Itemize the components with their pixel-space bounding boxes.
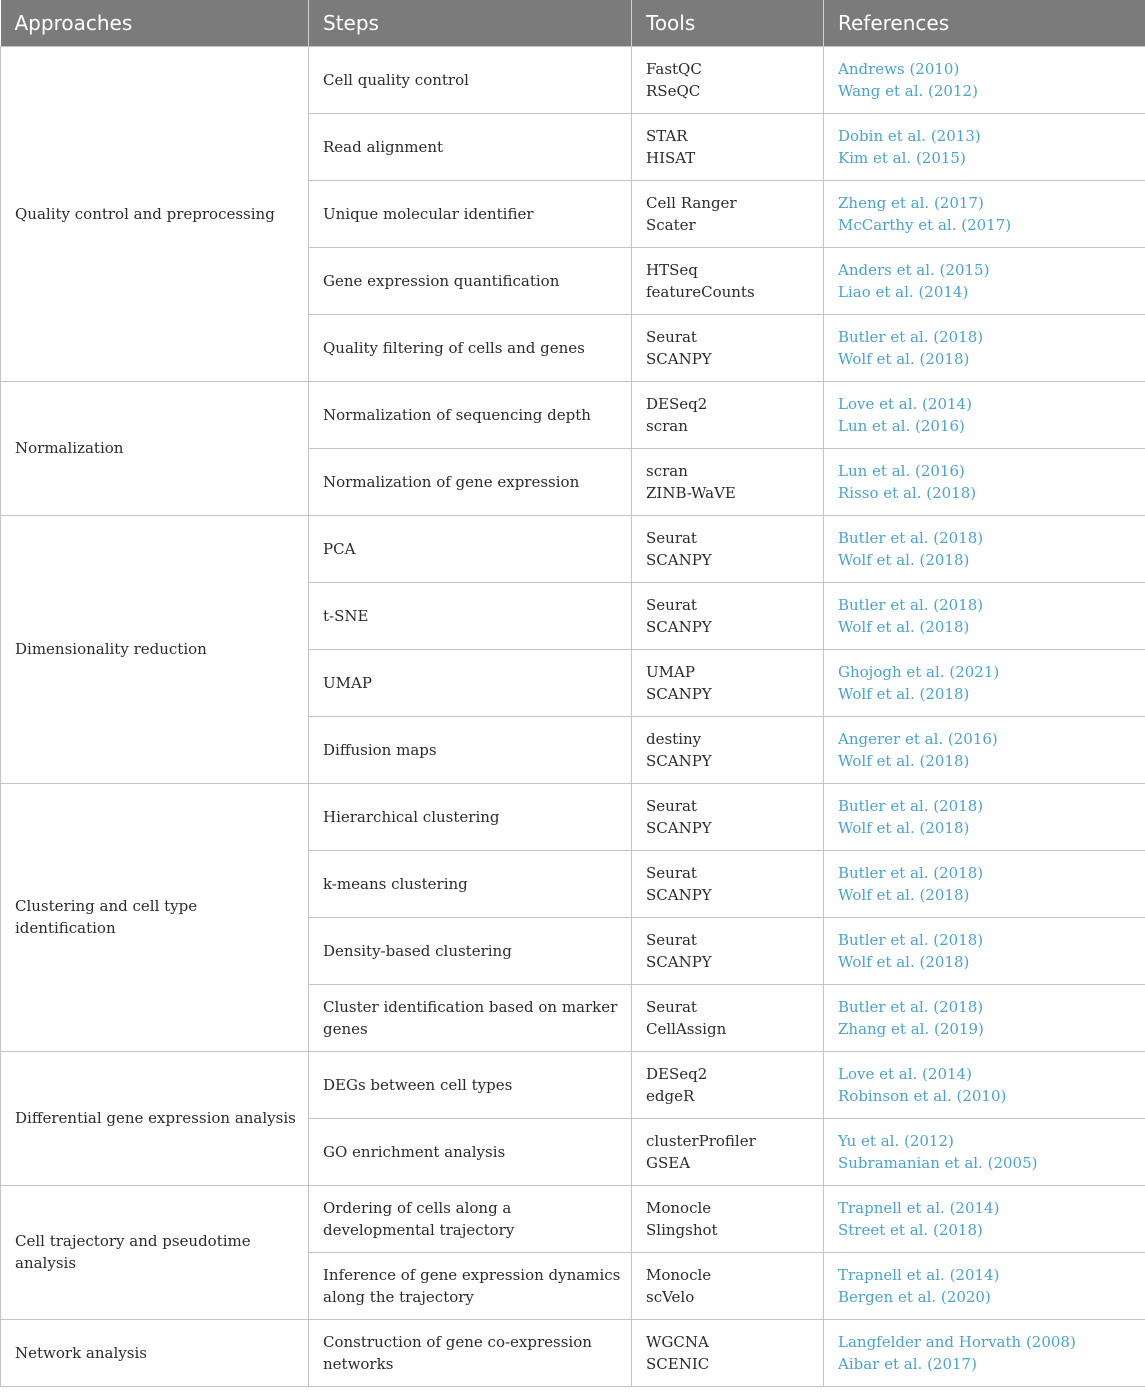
reference-link[interactable]: Trapnell et al. (2014) <box>838 1265 1000 1284</box>
tool-name: Seurat <box>646 796 697 815</box>
step-text: PCA <box>323 539 356 558</box>
tool-name: SCANPY <box>646 952 712 971</box>
reference-link[interactable]: Liao et al. (2014) <box>838 282 969 301</box>
approach-cell: Quality control and preprocessing <box>1 46 309 381</box>
reference-link[interactable]: Zheng et al. (2017) <box>838 193 984 212</box>
step-cell <box>309 1319 632 1386</box>
tool-name: DESeq2 <box>646 394 708 413</box>
reference-link[interactable]: Butler et al. (2018) <box>838 528 984 547</box>
reference-link[interactable]: Butler et al. (2018) <box>838 595 984 614</box>
tool-name: Cell Ranger <box>646 193 737 212</box>
tool-name: Seurat <box>646 930 697 949</box>
table-row <box>1 381 1145 448</box>
reference-link[interactable]: Trapnell et al. (2014) <box>838 1198 1000 1217</box>
references-cell <box>824 716 1145 783</box>
tools-cell <box>632 448 824 515</box>
tools-cell <box>632 984 824 1051</box>
tools-cell <box>632 850 824 917</box>
references-cell <box>824 917 1145 984</box>
tool-name: Monocle <box>646 1265 712 1284</box>
tools-cell <box>632 1185 824 1252</box>
reference-link[interactable]: Dobin et al. (2013) <box>838 126 981 145</box>
step-cell <box>309 917 632 984</box>
step-text: Quality filtering of cells and genes <box>323 338 585 357</box>
tool-name: SCANPY <box>646 751 712 770</box>
references-cell <box>824 1051 1145 1118</box>
tool-name: SCANPY <box>646 349 712 368</box>
table-row <box>1 783 1145 850</box>
references-cell <box>824 46 1145 113</box>
tool-name: GSEA <box>646 1153 691 1172</box>
tool-name: WGCNA <box>646 1332 709 1351</box>
references-cell <box>824 180 1145 247</box>
step-cell <box>309 1118 632 1185</box>
step-cell <box>309 649 632 716</box>
tools-cell <box>632 649 824 716</box>
reference-link[interactable]: McCarthy et al. (2017) <box>838 215 1012 234</box>
reference-link[interactable]: Risso et al. (2018) <box>838 483 977 502</box>
tool-name: SCANPY <box>646 684 712 703</box>
tool-name: HTSeq <box>646 260 698 279</box>
reference-link[interactable]: Angerer et al. (2016) <box>838 729 998 748</box>
reference-link[interactable]: Lun et al. (2016) <box>838 416 965 435</box>
references-cell <box>824 850 1145 917</box>
step-text: Inference of gene expression dynamics along the trajectory <box>323 1265 621 1306</box>
reference-link[interactable]: Aibar et al. (2017) <box>838 1354 977 1373</box>
references-cell <box>824 649 1145 716</box>
tool-name: Monocle <box>646 1198 712 1217</box>
tool-name: SCANPY <box>646 550 712 569</box>
tools-cell <box>632 46 824 113</box>
reference-link[interactable]: Anders et al. (2015) <box>838 260 990 279</box>
step-cell <box>309 1051 632 1118</box>
tool-name: CellAssign <box>646 1019 727 1038</box>
step-cell <box>309 314 632 381</box>
reference-link[interactable]: Wolf et al. (2018) <box>838 885 970 904</box>
reference-link[interactable]: Robinson et al. (2010) <box>838 1086 1007 1105</box>
reference-link[interactable]: Love et al. (2014) <box>838 1064 972 1083</box>
tool-name: scran <box>646 461 688 480</box>
table-body <box>1 46 1145 1386</box>
reference-link[interactable]: Love et al. (2014) <box>838 394 972 413</box>
reference-link[interactable]: Langfelder and Horvath (2008) <box>838 1332 1076 1351</box>
tool-name: Scater <box>646 215 696 234</box>
reference-link[interactable]: Kim et al. (2015) <box>838 148 966 167</box>
references-cell <box>824 1252 1145 1319</box>
reference-link[interactable]: Butler et al. (2018) <box>838 327 984 346</box>
references-cell <box>824 984 1145 1051</box>
reference-link[interactable]: Wolf et al. (2018) <box>838 550 970 569</box>
table-row <box>1 1185 1145 1252</box>
step-text: GO enrichment analysis <box>323 1142 506 1161</box>
reference-link[interactable]: Butler et al. (2018) <box>838 930 984 949</box>
tools-cell <box>632 314 824 381</box>
reference-link[interactable]: Butler et al. (2018) <box>838 997 984 1016</box>
tool-name: destiny <box>646 729 702 748</box>
step-text: Gene expression quantification <box>323 271 560 290</box>
tools-cell <box>632 716 824 783</box>
tool-name: Seurat <box>646 997 697 1016</box>
references-cell <box>824 1118 1145 1185</box>
step-text: Construction of gene co-expression networks <box>323 1332 592 1373</box>
step-text: Diffusion maps <box>323 740 437 759</box>
table-row <box>1 515 1145 582</box>
tools-cell <box>632 783 824 850</box>
step-cell <box>309 247 632 314</box>
step-cell <box>309 448 632 515</box>
step-cell <box>309 180 632 247</box>
references-cell <box>824 381 1145 448</box>
tools-cell <box>632 917 824 984</box>
tools-cell <box>632 1319 824 1386</box>
references-cell <box>824 113 1145 180</box>
reference-link[interactable]: Wolf et al. (2018) <box>838 818 970 837</box>
tool-name: Slingshot <box>646 1220 718 1239</box>
step-cell <box>309 783 632 850</box>
step-text: Ordering of cells along a developmental trajectory <box>323 1198 515 1239</box>
reference-link[interactable]: Yu et al. (2012) <box>838 1131 954 1150</box>
reference-link[interactable]: Wolf et al. (2018) <box>838 751 970 770</box>
reference-link[interactable]: Butler et al. (2018) <box>838 863 984 882</box>
step-text: Unique molecular identifier <box>323 204 534 223</box>
tool-name: Seurat <box>646 327 697 346</box>
references-cell <box>824 247 1145 314</box>
step-text: Density-based clustering <box>323 941 512 960</box>
tool-name: ZINB-WaVE <box>646 483 736 502</box>
table-row <box>1 46 1145 113</box>
references-cell <box>824 448 1145 515</box>
tool-name: DESeq2 <box>646 1064 708 1083</box>
reference-link[interactable]: Street et al. (2018) <box>838 1220 983 1239</box>
tool-name: clusterProfiler <box>646 1131 756 1150</box>
tool-name: Seurat <box>646 595 697 614</box>
step-text: DEGs between cell types <box>323 1075 513 1094</box>
header-approaches: Approaches <box>1 0 309 46</box>
step-cell <box>309 113 632 180</box>
tool-name: SCANPY <box>646 885 712 904</box>
tool-name: STAR <box>646 126 688 145</box>
step-cell <box>309 582 632 649</box>
reference-link[interactable]: Wolf et al. (2018) <box>838 617 970 636</box>
references-cell <box>824 515 1145 582</box>
step-text: Normalization of sequencing depth <box>323 405 591 424</box>
step-cell <box>309 1252 632 1319</box>
step-text: Cell quality control <box>323 70 469 89</box>
reference-link[interactable]: Wolf et al. (2018) <box>838 349 970 368</box>
reference-link[interactable]: Wolf et al. (2018) <box>838 684 970 703</box>
table-row <box>1 1051 1145 1118</box>
header-tools: Tools <box>632 0 824 46</box>
reference-link[interactable]: Andrews (2010) <box>838 59 960 78</box>
tool-name: RSeQC <box>646 81 701 100</box>
reference-link[interactable]: Subramanian et al. (2005) <box>838 1153 1038 1172</box>
tool-name: scran <box>646 416 688 435</box>
references-cell <box>824 783 1145 850</box>
step-text: Cluster identification based on marker genes <box>323 997 618 1038</box>
tools-cell <box>632 1252 824 1319</box>
reference-link[interactable]: Lun et al. (2016) <box>838 461 965 480</box>
approach-cell: Network analysis <box>1 1319 309 1386</box>
reference-link[interactable]: Zhang et al. (2019) <box>838 1019 984 1038</box>
tool-name: UMAP <box>646 662 695 681</box>
table-row <box>1 1319 1145 1386</box>
tool-name: FastQC <box>646 59 702 78</box>
references-cell <box>824 1319 1145 1386</box>
table-header-row <box>1 0 1145 46</box>
tools-cell <box>632 247 824 314</box>
reference-link[interactable]: Ghojogh et al. (2021) <box>838 662 1000 681</box>
approach-cell: Normalization <box>1 381 309 515</box>
step-text: Read alignment <box>323 137 444 156</box>
tool-name: scVelo <box>646 1287 695 1306</box>
approach-cell: Clustering and cell type identification <box>1 783 309 1051</box>
step-text: UMAP <box>323 673 372 692</box>
step-text: t-SNE <box>323 606 369 625</box>
tool-name: Seurat <box>646 528 697 547</box>
tool-name: HISAT <box>646 148 696 167</box>
approach-cell: Cell trajectory and pseudotime analysis <box>1 1185 309 1319</box>
step-cell <box>309 850 632 917</box>
tools-cell <box>632 381 824 448</box>
reference-link[interactable]: Wolf et al. (2018) <box>838 952 970 971</box>
step-cell <box>309 984 632 1051</box>
step-text: k-means clustering <box>323 874 468 893</box>
tool-name: SCANPY <box>646 617 712 636</box>
header-steps: Steps <box>309 0 632 46</box>
reference-link[interactable]: Wang et al. (2012) <box>838 81 978 100</box>
references-cell <box>824 314 1145 381</box>
approach-cell: Dimensionality reduction <box>1 515 309 783</box>
tool-name: SCANPY <box>646 818 712 837</box>
references-cell <box>824 1185 1145 1252</box>
step-cell <box>309 381 632 448</box>
approach-cell: Differential gene expression analysis <box>1 1051 309 1185</box>
step-text: Normalization of gene expression <box>323 472 580 491</box>
tools-cell <box>632 180 824 247</box>
reference-link[interactable]: Butler et al. (2018) <box>838 796 984 815</box>
step-text: Hierarchical clustering <box>323 807 500 826</box>
references-cell <box>824 582 1145 649</box>
tools-cell <box>632 113 824 180</box>
tools-cell <box>632 515 824 582</box>
tools-cell <box>632 582 824 649</box>
step-cell <box>309 46 632 113</box>
tool-name: SCENIC <box>646 1354 710 1373</box>
tool-name: featureCounts <box>646 282 755 301</box>
tools-cell <box>632 1118 824 1185</box>
tools-cell <box>632 1051 824 1118</box>
tool-name: Seurat <box>646 863 697 882</box>
header-references: References <box>824 0 1145 46</box>
step-cell <box>309 1185 632 1252</box>
tool-name: edgeR <box>646 1086 695 1105</box>
step-cell <box>309 716 632 783</box>
reference-link[interactable]: Bergen et al. (2020) <box>838 1287 991 1306</box>
step-cell <box>309 515 632 582</box>
